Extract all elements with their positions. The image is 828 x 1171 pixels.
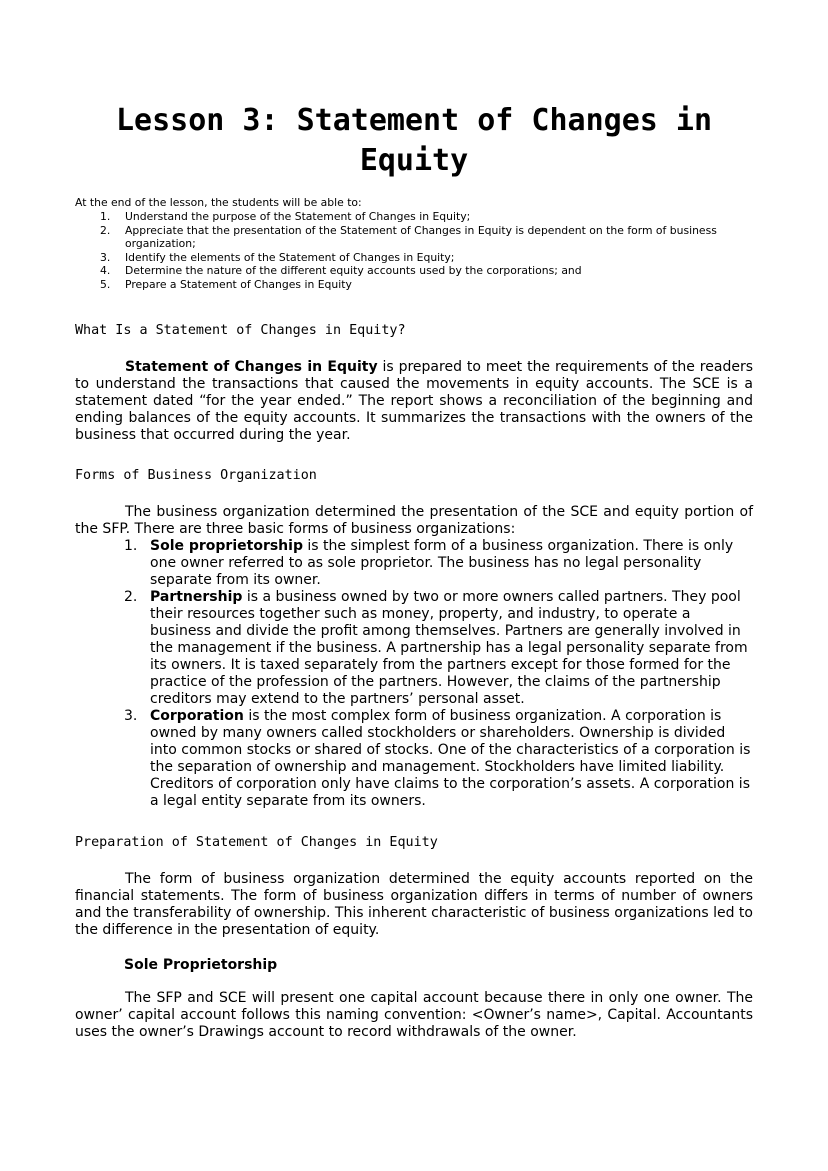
subheading-sole-proprietorship: Sole Proprietorship — [124, 957, 278, 973]
forms-intro: The business organization determined the presentation of the SCE and equity portion of the SFP. There are three basic forms of business organizations: — [75, 504, 753, 537]
objectives-intro: At the end of the lesson, the students will be able to: — [75, 196, 362, 209]
lesson-title: Lesson 3: Statement of Changes in Equity — [115, 103, 713, 178]
list-number: 5. — [100, 277, 111, 291]
objectives-list — [75, 210, 755, 292]
form-item — [124, 589, 752, 708]
section-heading-forms: Forms of Business Organization — [75, 468, 317, 483]
objective-text: Determine the nature of the different equity accounts used by the corporations; and — [125, 264, 582, 278]
list-number: 1. — [124, 538, 138, 554]
objective-item — [75, 210, 755, 224]
forms-list — [124, 538, 752, 810]
form-term: Corporation — [150, 708, 244, 724]
sce-term: Statement of Changes in Equity — [125, 359, 378, 375]
list-number: 2. — [100, 223, 111, 237]
list-number: 4. — [100, 264, 111, 278]
form-description: is the most complex form of business organization. A corporation is owned by many owners called stockholders or shareholders. Ownership is divided into common stocks or shared of stocks. One of the characteristics of a corporation is the separation of ownership and management. Stockholders have limited liability. Creditors of corporation only have claims to the corporation’s assets. A corporation is a legal entity separate from its owners. — [150, 708, 751, 809]
form-item — [124, 538, 752, 589]
form-term: Partnership — [150, 589, 243, 605]
sce-definition: is prepared to meet the requirements of the readers to understand the transactions that caused the movements in equity accounts. The SCE is a statement dated “for the year ended.” The report shows a reconciliation of the beginning and ending balances of the equity accounts. It summarizes the transactions with the owners of the business that occurred during the year. — [75, 359, 753, 443]
section-heading-sce: What Is a Statement of Changes in Equity? — [75, 323, 406, 338]
objective-text: Prepare a Statement of Changes in Equity — [125, 277, 352, 291]
objective-text: Identify the elements of the Statement of Changes in Equity; — [125, 250, 455, 264]
section-heading-preparation: Preparation of Statement of Changes in Equity — [75, 835, 438, 850]
objective-text: Appreciate that the presentation of the Statement of Changes in Equity is dependent on the form of business organization; — [125, 223, 717, 251]
form-description: is the simplest form of a business organization. There is only one owner referred to as sole proprietor. The business has no legal personality separate from its owner. — [150, 538, 734, 588]
preparation-paragraph: The form of business organization determined the equity accounts reported on the financial statements. The form of business organization differs in terms of number of owners and the transferability of ownership. This inherent characteristic of business organizations led to the difference in the presentation of equity. — [75, 871, 753, 938]
form-item — [124, 708, 752, 810]
objective-text: Understand the purpose of the Statement of Changes in Equity; — [125, 210, 471, 223]
list-number: 3. — [100, 250, 111, 264]
objective-item — [75, 278, 755, 292]
sce-paragraph — [75, 359, 753, 444]
objective-item — [75, 224, 755, 251]
list-number: 1. — [100, 210, 111, 223]
sole-proprietorship-paragraph: The SFP and SCE will present one capital account because there in only one owner. The owner’ capital account follows this naming convention: <Owner’s name>, Capital. Accountants uses the owner’s Drawings account to record withdrawals of the owner. — [75, 990, 753, 1040]
form-term: Sole proprietorship — [150, 538, 303, 554]
list-number: 3. — [124, 708, 138, 724]
objective-item — [75, 264, 755, 278]
objective-item — [75, 251, 755, 265]
form-description: is a business owned by two or more owners called partners. They pool their resources together such as money, property, and industry, to operate a business and divide the profit among themselves. Partners are generally involved in the management if the business. A partnership has a legal personality separate from its owners. It is taxed separately from the partners except for those formed for the practice of the profession of the partners. However, the claims of the partnership creditors may extend to the partners’ personal asset. — [150, 589, 748, 707]
list-number: 2. — [124, 589, 138, 605]
